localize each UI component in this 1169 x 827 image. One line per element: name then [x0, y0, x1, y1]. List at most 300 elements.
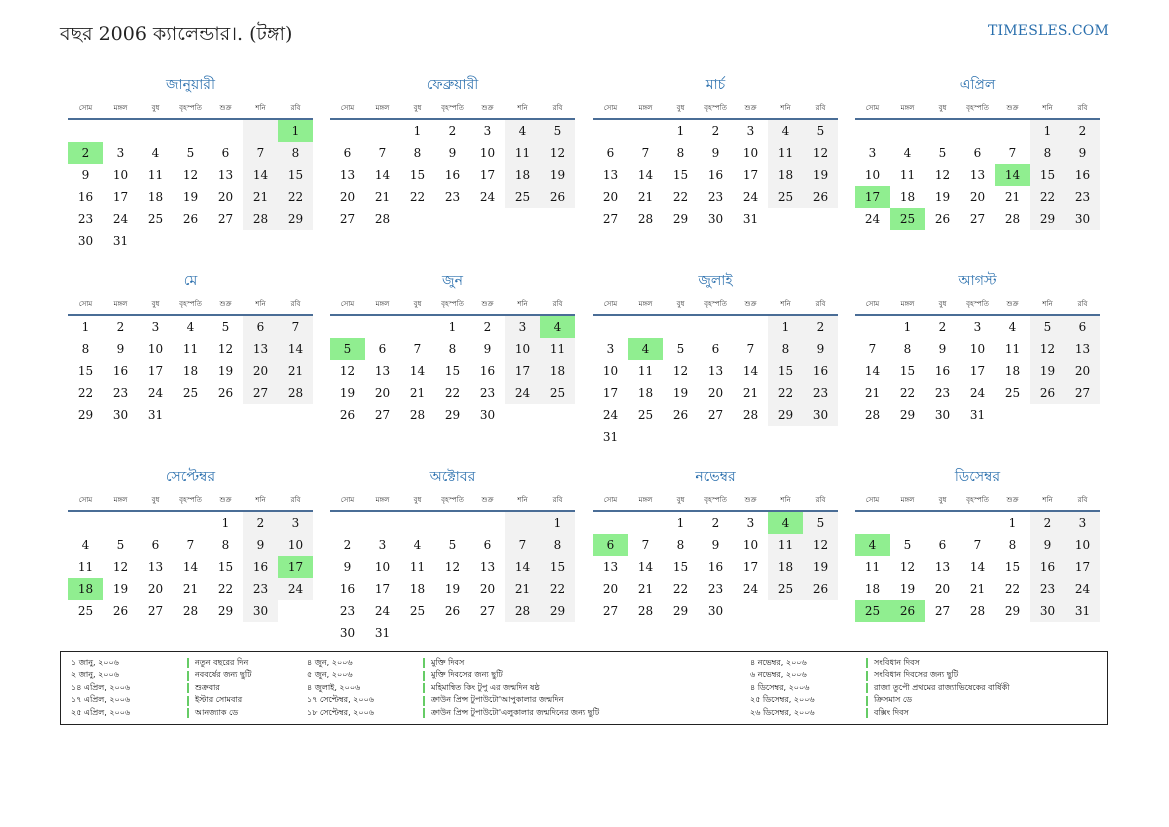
day-cell: 11 — [768, 534, 803, 556]
month-block — [68, 469, 313, 622]
empty-cell — [243, 404, 278, 426]
day-cell: 20 — [243, 360, 278, 382]
day-cell: 29 — [540, 600, 575, 622]
weekday-label: শুক্র — [744, 496, 757, 504]
day-cell: 31 — [1065, 600, 1100, 622]
holiday-row — [307, 657, 599, 670]
day-cell: 10 — [374, 560, 391, 574]
day-cell: 25 — [637, 408, 654, 422]
weekday-label: শনি — [780, 104, 791, 112]
weekday-label: শনি — [255, 300, 266, 308]
empty-cell — [925, 120, 960, 142]
day-cell: 8 — [278, 142, 313, 164]
month-block — [593, 77, 838, 230]
weekday-label: বুধ — [413, 300, 422, 308]
empty-cell — [540, 208, 575, 230]
holiday-date: ২৫ এপ্রিল, ২০০৬ — [71, 707, 131, 717]
month-name: জুলাই — [698, 273, 733, 289]
day-cell: 4 — [768, 120, 803, 142]
day-cell: 5 — [803, 120, 838, 142]
month-name: মে — [183, 273, 198, 289]
weekday-label: শনি — [255, 496, 266, 504]
day-cell: 2 — [243, 512, 278, 534]
day-cell: 1 — [81, 320, 90, 334]
day-cell: 14 — [278, 338, 313, 360]
day-cell: 13 — [243, 338, 278, 360]
weekday-label: সোম — [603, 300, 618, 308]
day-cell: 12 — [339, 364, 356, 378]
day-cell: 2 — [803, 316, 838, 338]
day-cell: 14 — [969, 560, 986, 574]
empty-cell — [365, 512, 400, 534]
day-cell: 20 — [707, 386, 724, 400]
month-block — [855, 469, 1100, 622]
day-cell: 28 — [742, 408, 759, 422]
empty-cell — [995, 120, 1030, 142]
weekday-label: সোম — [865, 104, 880, 112]
day-cell: 3 — [746, 124, 755, 138]
month-block — [855, 77, 1100, 230]
day-cell: 5 — [803, 512, 838, 534]
day-cell: 18 — [540, 360, 575, 382]
day-cell: 10 — [742, 538, 759, 552]
day-cell: 9 — [711, 146, 720, 160]
month-block — [330, 273, 575, 426]
weekday-label: মঙ্গল — [638, 104, 653, 112]
day-cell: 7 — [868, 342, 877, 356]
weekday-label: বুধ — [676, 104, 685, 112]
day-cell: 24 — [969, 386, 986, 400]
month-name: মার্চ — [705, 77, 726, 93]
holiday-date: ৪ জুন, ২০০৬ — [307, 657, 353, 667]
weekday-label: বুধ — [676, 300, 685, 308]
empty-cell — [663, 316, 698, 338]
day-cell: 23 — [243, 578, 278, 600]
weekday-label: রবি — [552, 104, 563, 112]
day-cell: 12 — [112, 560, 129, 574]
day-cell: 26 — [890, 600, 925, 622]
month-name: জুন — [442, 273, 463, 289]
day-cell: 5 — [448, 538, 457, 552]
day-cell: 8 — [768, 338, 803, 360]
day-cell: 3 — [606, 342, 615, 356]
day-cell: 24 — [147, 386, 164, 400]
day-grid — [68, 316, 313, 426]
day-cell: 22 — [768, 382, 803, 404]
day-cell: 19 — [803, 164, 838, 186]
day-cell: 1 — [1030, 120, 1065, 142]
day-cell: 9 — [116, 342, 125, 356]
empty-cell — [540, 622, 575, 644]
empty-cell — [173, 404, 208, 426]
weekday-label: সোম — [865, 300, 880, 308]
day-cell: 9 — [1065, 142, 1100, 164]
day-cell: 1 — [903, 320, 912, 334]
day-cell: 10 — [479, 146, 496, 160]
holiday-column-2 — [307, 657, 599, 720]
day-cell: 12 — [934, 168, 951, 182]
day-cell: 29 — [444, 408, 461, 422]
day-cell: 18 — [864, 582, 881, 596]
empty-cell — [768, 208, 803, 230]
empty-cell — [505, 622, 540, 644]
day-cell: 23 — [1065, 186, 1100, 208]
day-cell: 19 — [1030, 360, 1065, 382]
day-cell: 28 — [637, 604, 654, 618]
weekday-label: শনি — [1042, 104, 1053, 112]
day-cell: 3 — [278, 512, 313, 534]
day-cell: 25 — [147, 212, 164, 226]
holiday-marker — [187, 683, 189, 693]
day-cell: 16 — [112, 364, 129, 378]
day-cell: 14 — [505, 556, 540, 578]
month-block — [330, 469, 575, 644]
day-cell: 30 — [112, 408, 129, 422]
day-cell: 7 — [746, 342, 755, 356]
day-cell: 6 — [711, 342, 720, 356]
day-cell: 15 — [1030, 164, 1065, 186]
holiday-date: ১৪ এপ্রিল, ২০০৬ — [71, 682, 131, 692]
weekday-label: মঙ্গল — [113, 104, 128, 112]
weekday-label: শুক্র — [1006, 496, 1019, 504]
day-cell: 21 — [278, 360, 313, 382]
day-cell: 31 — [602, 430, 619, 444]
empty-cell — [890, 120, 925, 142]
day-cell: 20 — [602, 190, 619, 204]
weekday-label: বুধ — [938, 496, 947, 504]
weekday-label: রবি — [290, 104, 301, 112]
day-cell: 1 — [540, 512, 575, 534]
day-cell: 29 — [672, 604, 689, 618]
weekday-label: রবি — [815, 300, 826, 308]
day-cell: 16 — [707, 560, 724, 574]
empty-cell — [768, 426, 803, 448]
holiday-row — [750, 707, 1009, 720]
day-cell: 16 — [479, 364, 496, 378]
day-cell: 7 — [973, 538, 982, 552]
day-cell: 11 — [899, 168, 916, 182]
empty-cell — [855, 316, 890, 338]
holiday-marker — [423, 671, 425, 681]
weekday-label: সোম — [603, 496, 618, 504]
holiday-date: ১৭ এপ্রিল, ২০০৬ — [71, 695, 131, 705]
day-cell: 9 — [711, 538, 720, 552]
day-cell: 19 — [672, 386, 689, 400]
empty-cell — [68, 120, 103, 142]
site-link[interactable]: TIMESLES.COM — [988, 23, 1109, 39]
day-cell: 3 — [1065, 512, 1100, 534]
day-cell: 21 — [637, 190, 654, 204]
day-cell: 10 — [505, 338, 540, 360]
weekday-label: শুক্র — [1006, 300, 1019, 308]
day-cell: 25 — [409, 604, 426, 618]
empty-cell — [208, 230, 243, 252]
weekday-label: সোম — [865, 496, 880, 504]
day-cell: 13 — [602, 560, 619, 574]
weekday-label: বৃহস্পতি — [704, 300, 727, 308]
day-cell: 5 — [116, 538, 125, 552]
month-name: সেপ্টেম্বর — [165, 469, 216, 485]
day-cell: 6 — [1065, 316, 1100, 338]
day-cell: 22 — [672, 190, 689, 204]
month-block — [855, 273, 1100, 426]
weekday-label: বুধ — [151, 496, 160, 504]
weekday-label: মঙ্গল — [375, 300, 390, 308]
day-cell: 18 — [68, 578, 103, 600]
day-cell: 6 — [343, 146, 352, 160]
day-cell: 18 — [637, 386, 654, 400]
day-cell: 14 — [637, 168, 654, 182]
day-cell: 1 — [278, 120, 313, 142]
day-cell: 22 — [899, 386, 916, 400]
day-cell: 2 — [711, 516, 720, 530]
day-cell: 14 — [374, 168, 391, 182]
empty-cell — [803, 600, 838, 622]
holiday-name: সংবিধান দিবস — [874, 657, 920, 667]
empty-cell — [855, 512, 890, 534]
day-cell: 9 — [1030, 534, 1065, 556]
day-cell: 22 — [540, 578, 575, 600]
weekday-label: মঙ্গল — [638, 300, 653, 308]
holiday-row — [71, 695, 252, 708]
day-grid — [330, 512, 575, 644]
holiday-row — [307, 682, 599, 695]
day-cell: 4 — [855, 534, 890, 556]
empty-cell — [138, 120, 173, 142]
day-cell: 18 — [899, 190, 916, 204]
day-cell: 24 — [1065, 578, 1100, 600]
weekday-header — [593, 298, 838, 312]
empty-cell — [435, 622, 470, 644]
day-cell: 21 — [637, 582, 654, 596]
day-cell: 12 — [540, 142, 575, 164]
day-cell: 3 — [868, 146, 877, 160]
day-cell: 26 — [803, 186, 838, 208]
day-cell: 28 — [969, 604, 986, 618]
day-cell: 10 — [864, 168, 881, 182]
day-cell: 6 — [483, 538, 492, 552]
empty-cell — [330, 316, 365, 338]
empty-cell — [365, 316, 400, 338]
weekday-label: মঙ্গল — [638, 496, 653, 504]
weekday-header — [68, 494, 313, 508]
day-cell: 3 — [116, 146, 125, 160]
day-cell: 30 — [1065, 208, 1100, 230]
day-cell: 27 — [479, 604, 496, 618]
empty-cell — [138, 512, 173, 534]
day-cell: 24 — [374, 604, 391, 618]
day-cell: 6 — [938, 538, 947, 552]
weekday-header — [330, 102, 575, 116]
day-cell: 8 — [1030, 142, 1065, 164]
day-cell: 12 — [803, 142, 838, 164]
day-cell: 2 — [448, 124, 457, 138]
day-cell: 16 — [707, 168, 724, 182]
day-cell: 24 — [742, 582, 759, 596]
day-cell: 10 — [112, 168, 129, 182]
weekday-header — [330, 298, 575, 312]
holiday-marker — [866, 696, 868, 706]
weekday-label: বুধ — [676, 496, 685, 504]
day-cell: 14 — [637, 560, 654, 574]
weekday-label: বৃহস্পতি — [441, 300, 464, 308]
day-cell: 4 — [1008, 320, 1017, 334]
holiday-row — [307, 670, 599, 683]
day-cell: 15 — [768, 360, 803, 382]
holiday-name: সংবিধান দিবসের জন্য ছুটি — [874, 670, 959, 680]
day-cell: 6 — [243, 316, 278, 338]
weekday-label: শুক্র — [481, 496, 494, 504]
day-cell: 31 — [112, 234, 129, 248]
weekday-header — [855, 298, 1100, 312]
holiday-name: ক্রিসমাস ডে — [874, 695, 912, 705]
day-cell: 2 — [938, 320, 947, 334]
day-cell: 29 — [899, 408, 916, 422]
holiday-date: ১ জানু, ২০০৬ — [71, 657, 119, 667]
day-cell: 1 — [676, 124, 685, 138]
empty-cell — [768, 600, 803, 622]
day-cell: 22 — [217, 582, 234, 596]
day-cell: 24 — [864, 212, 881, 226]
day-cell: 13 — [339, 168, 356, 182]
holiday-name: নতুন বছরের দিন — [195, 657, 249, 667]
holiday-row — [71, 670, 252, 683]
day-cell: 22 — [77, 386, 94, 400]
day-cell: 5 — [1030, 316, 1065, 338]
day-cell: 2 — [116, 320, 125, 334]
day-cell: 8 — [540, 534, 575, 556]
day-cell: 16 — [934, 364, 951, 378]
day-cell: 21 — [742, 386, 759, 400]
weekday-label: শনি — [1042, 496, 1053, 504]
day-cell: 12 — [899, 560, 916, 574]
day-cell: 20 — [602, 582, 619, 596]
day-cell: 20 — [217, 190, 234, 204]
day-cell: 19 — [934, 190, 951, 204]
empty-cell — [330, 120, 365, 142]
empty-cell — [173, 120, 208, 142]
day-cell: 9 — [243, 534, 278, 556]
day-cell: 4 — [186, 320, 195, 334]
day-cell: 23 — [803, 382, 838, 404]
day-cell: 5 — [540, 120, 575, 142]
day-cell: 14 — [995, 164, 1030, 186]
day-cell: 21 — [969, 582, 986, 596]
empty-cell — [435, 512, 470, 534]
day-cell: 1 — [1008, 516, 1017, 530]
day-cell: 28 — [278, 382, 313, 404]
weekday-label: শুক্র — [744, 300, 757, 308]
holiday-marker — [423, 683, 425, 693]
day-cell: 9 — [938, 342, 947, 356]
day-cell: 19 — [339, 386, 356, 400]
day-cell: 17 — [505, 360, 540, 382]
day-cell: 24 — [112, 212, 129, 226]
holiday-marker — [423, 658, 425, 668]
day-cell: 28 — [182, 604, 199, 618]
holiday-date: ১৮ সেপ্টেম্বর, ২০০৬ — [307, 707, 374, 717]
day-cell: 23 — [479, 386, 496, 400]
day-cell: 6 — [606, 146, 615, 160]
day-cell: 24 — [278, 578, 313, 600]
weekday-label: মঙ্গল — [375, 496, 390, 504]
day-cell: 4 — [540, 316, 575, 338]
day-cell: 26 — [339, 408, 356, 422]
day-cell: 25 — [768, 186, 803, 208]
holiday-name: ক্রাউন প্রিন্স টুপাউটো'আপুকালার জন্মদিন — [431, 695, 564, 705]
day-cell: 30 — [707, 212, 724, 226]
holiday-name: নববর্ষের জন্য ছুটি — [195, 670, 252, 680]
weekday-label: সোম — [78, 300, 93, 308]
day-cell: 27 — [969, 212, 986, 226]
empty-cell — [208, 404, 243, 426]
day-cell: 13 — [374, 364, 391, 378]
day-cell: 30 — [934, 408, 951, 422]
empty-cell — [628, 120, 663, 142]
day-cell: 16 — [1030, 556, 1065, 578]
month-name: আগস্ট — [958, 273, 997, 289]
day-grid — [68, 512, 313, 622]
weekday-label: শনি — [517, 104, 528, 112]
day-cell: 16 — [77, 190, 94, 204]
day-cell: 11 — [540, 338, 575, 360]
month-block — [593, 469, 838, 622]
weekday-label: সোম — [603, 104, 618, 112]
empty-cell — [505, 208, 540, 230]
day-cell: 5 — [938, 146, 947, 160]
day-cell: 4 — [903, 146, 912, 160]
weekday-label: বৃহস্পতি — [966, 496, 989, 504]
day-cell: 27 — [934, 604, 951, 618]
day-cell: 1 — [221, 516, 230, 530]
day-cell: 30 — [1030, 600, 1065, 622]
empty-cell — [593, 120, 628, 142]
holiday-date: ২ জানু, ২০০৬ — [71, 670, 119, 680]
day-cell: 28 — [637, 212, 654, 226]
day-cell: 6 — [221, 146, 230, 160]
day-cell: 1 — [448, 320, 457, 334]
day-cell: 28 — [409, 408, 426, 422]
weekday-label: রবি — [552, 300, 563, 308]
day-cell: 8 — [676, 538, 685, 552]
holiday-column-3 — [750, 657, 1009, 720]
day-cell: 12 — [803, 534, 838, 556]
weekday-label: মঙ্গল — [900, 300, 915, 308]
day-cell: 3 — [505, 316, 540, 338]
empty-cell — [278, 600, 313, 622]
empty-cell — [278, 404, 313, 426]
day-cell: 27 — [1065, 382, 1100, 404]
day-cell: 26 — [1030, 382, 1065, 404]
day-cell: 25 — [855, 600, 890, 622]
weekday-label: বুধ — [151, 300, 160, 308]
day-cell: 27 — [217, 212, 234, 226]
day-cell: 13 — [479, 560, 496, 574]
holiday-list — [60, 651, 1108, 725]
day-cell: 1 — [676, 516, 685, 530]
day-cell: 30 — [803, 404, 838, 426]
empty-cell — [733, 426, 768, 448]
weekday-label: শুক্র — [219, 300, 232, 308]
weekday-label: শনি — [780, 496, 791, 504]
day-cell: 12 — [1030, 338, 1065, 360]
day-cell: 3 — [151, 320, 160, 334]
empty-cell — [925, 512, 960, 534]
weekday-label: রবি — [290, 496, 301, 504]
holiday-name: মুক্তি দিবস — [431, 657, 465, 667]
day-cell: 22 — [444, 386, 461, 400]
day-cell: 30 — [339, 626, 356, 640]
